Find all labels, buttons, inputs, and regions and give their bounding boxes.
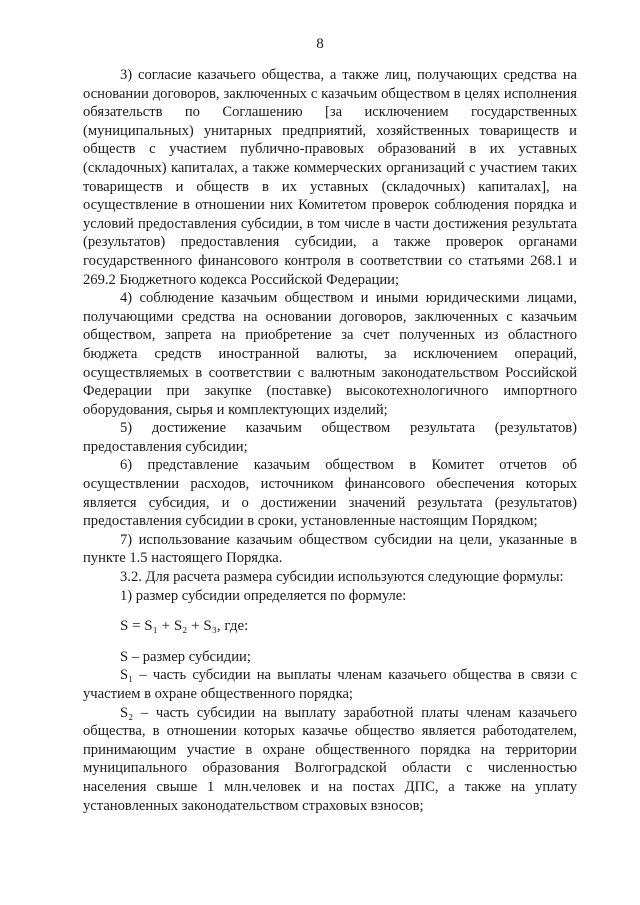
paragraph-item-3: 3) согласие казачьего общества, а также лиц, получающих средства на основании договоров, заключенных с казачьим обществом в целях исполнения обязательств по Соглашению [за исключением государственных (муниципальных) унитарных предприятий, хозяйственных товариществ и обществ с участием публично-правовых образований в их уставных (складочных) капиталах, а также коммерческих организаций с участием таких товариществ и обществ в их уставных (складочных) капиталах], на осуществление в отношении них Комитетом проверок соблюдения порядка и условий предоставления субсидии, в том числе в части достижения результата (результатов) предоставления субсидии, а также проверок органами государственного финансового контроля в соответствии со статьями 268.1 и 269.2 Бюджетного кодекса Российской Федерации; xyxy=(83,67,577,288)
page-number: 8 xyxy=(316,36,324,52)
formula-intro: 1) размер субсидии определяется по формуле: xyxy=(120,587,407,604)
paragraph-item-6: 6) представление казачьим обществом в Комитет отчетов об осуществлении расходов, источником финансового обеспечения которых является субсидия, и о достижении значений результата (результатов) предоставления субсидии в сроки, установленные настоящим Порядком; xyxy=(83,457,577,530)
formula: S = S₁ + S₂ + S₃, где: xyxy=(120,618,249,635)
definition-s: S – размер субсидии; xyxy=(120,648,251,665)
section-3-2-intro: 3.2. Для расчета размера субсидии используются следующие формулы: xyxy=(120,569,564,586)
document-body xyxy=(83,66,577,815)
paragraph-item-7: 7) использование казачьим обществом субсидии на цели, указанные в пункте 1.5 настоящего Порядка. xyxy=(83,531,577,567)
definition-s1: S₁ – часть субсидии на выплаты членам казачьего общества в связи с участием в охране общественного порядка; xyxy=(83,667,577,702)
paragraph-item-5: 5) достижение казачьим обществом результата (результатов) предоставления субсидии; xyxy=(83,420,577,455)
definition-s2: S₂ – часть субсидии на выплату заработной платы членам казачьего общества, в отношении которых казачье общество является работодателем, принимающим участие в охране общественного порядка на территории муниципального образования Волгоградской области с численностью населения свыше 1 млн.человек и на постах ДПС, а также на уплату установленных законодательством страховых взносов; xyxy=(83,704,577,814)
paragraph-item-4: 4) соблюдение казачьим обществом и иными юридическими лицами, получающими средства на основании договоров, заключенных с казачьим обществом, запрета на приобретение за счет полученных из областного бюджета средств иностранной валюты, за исключением операций, осуществляемых в соответствии с валютным законодательством Российской Федерации при закупке (поставке) высокотехнологичного импортного оборудования, сырья и комплектующих изделий; xyxy=(83,290,577,418)
